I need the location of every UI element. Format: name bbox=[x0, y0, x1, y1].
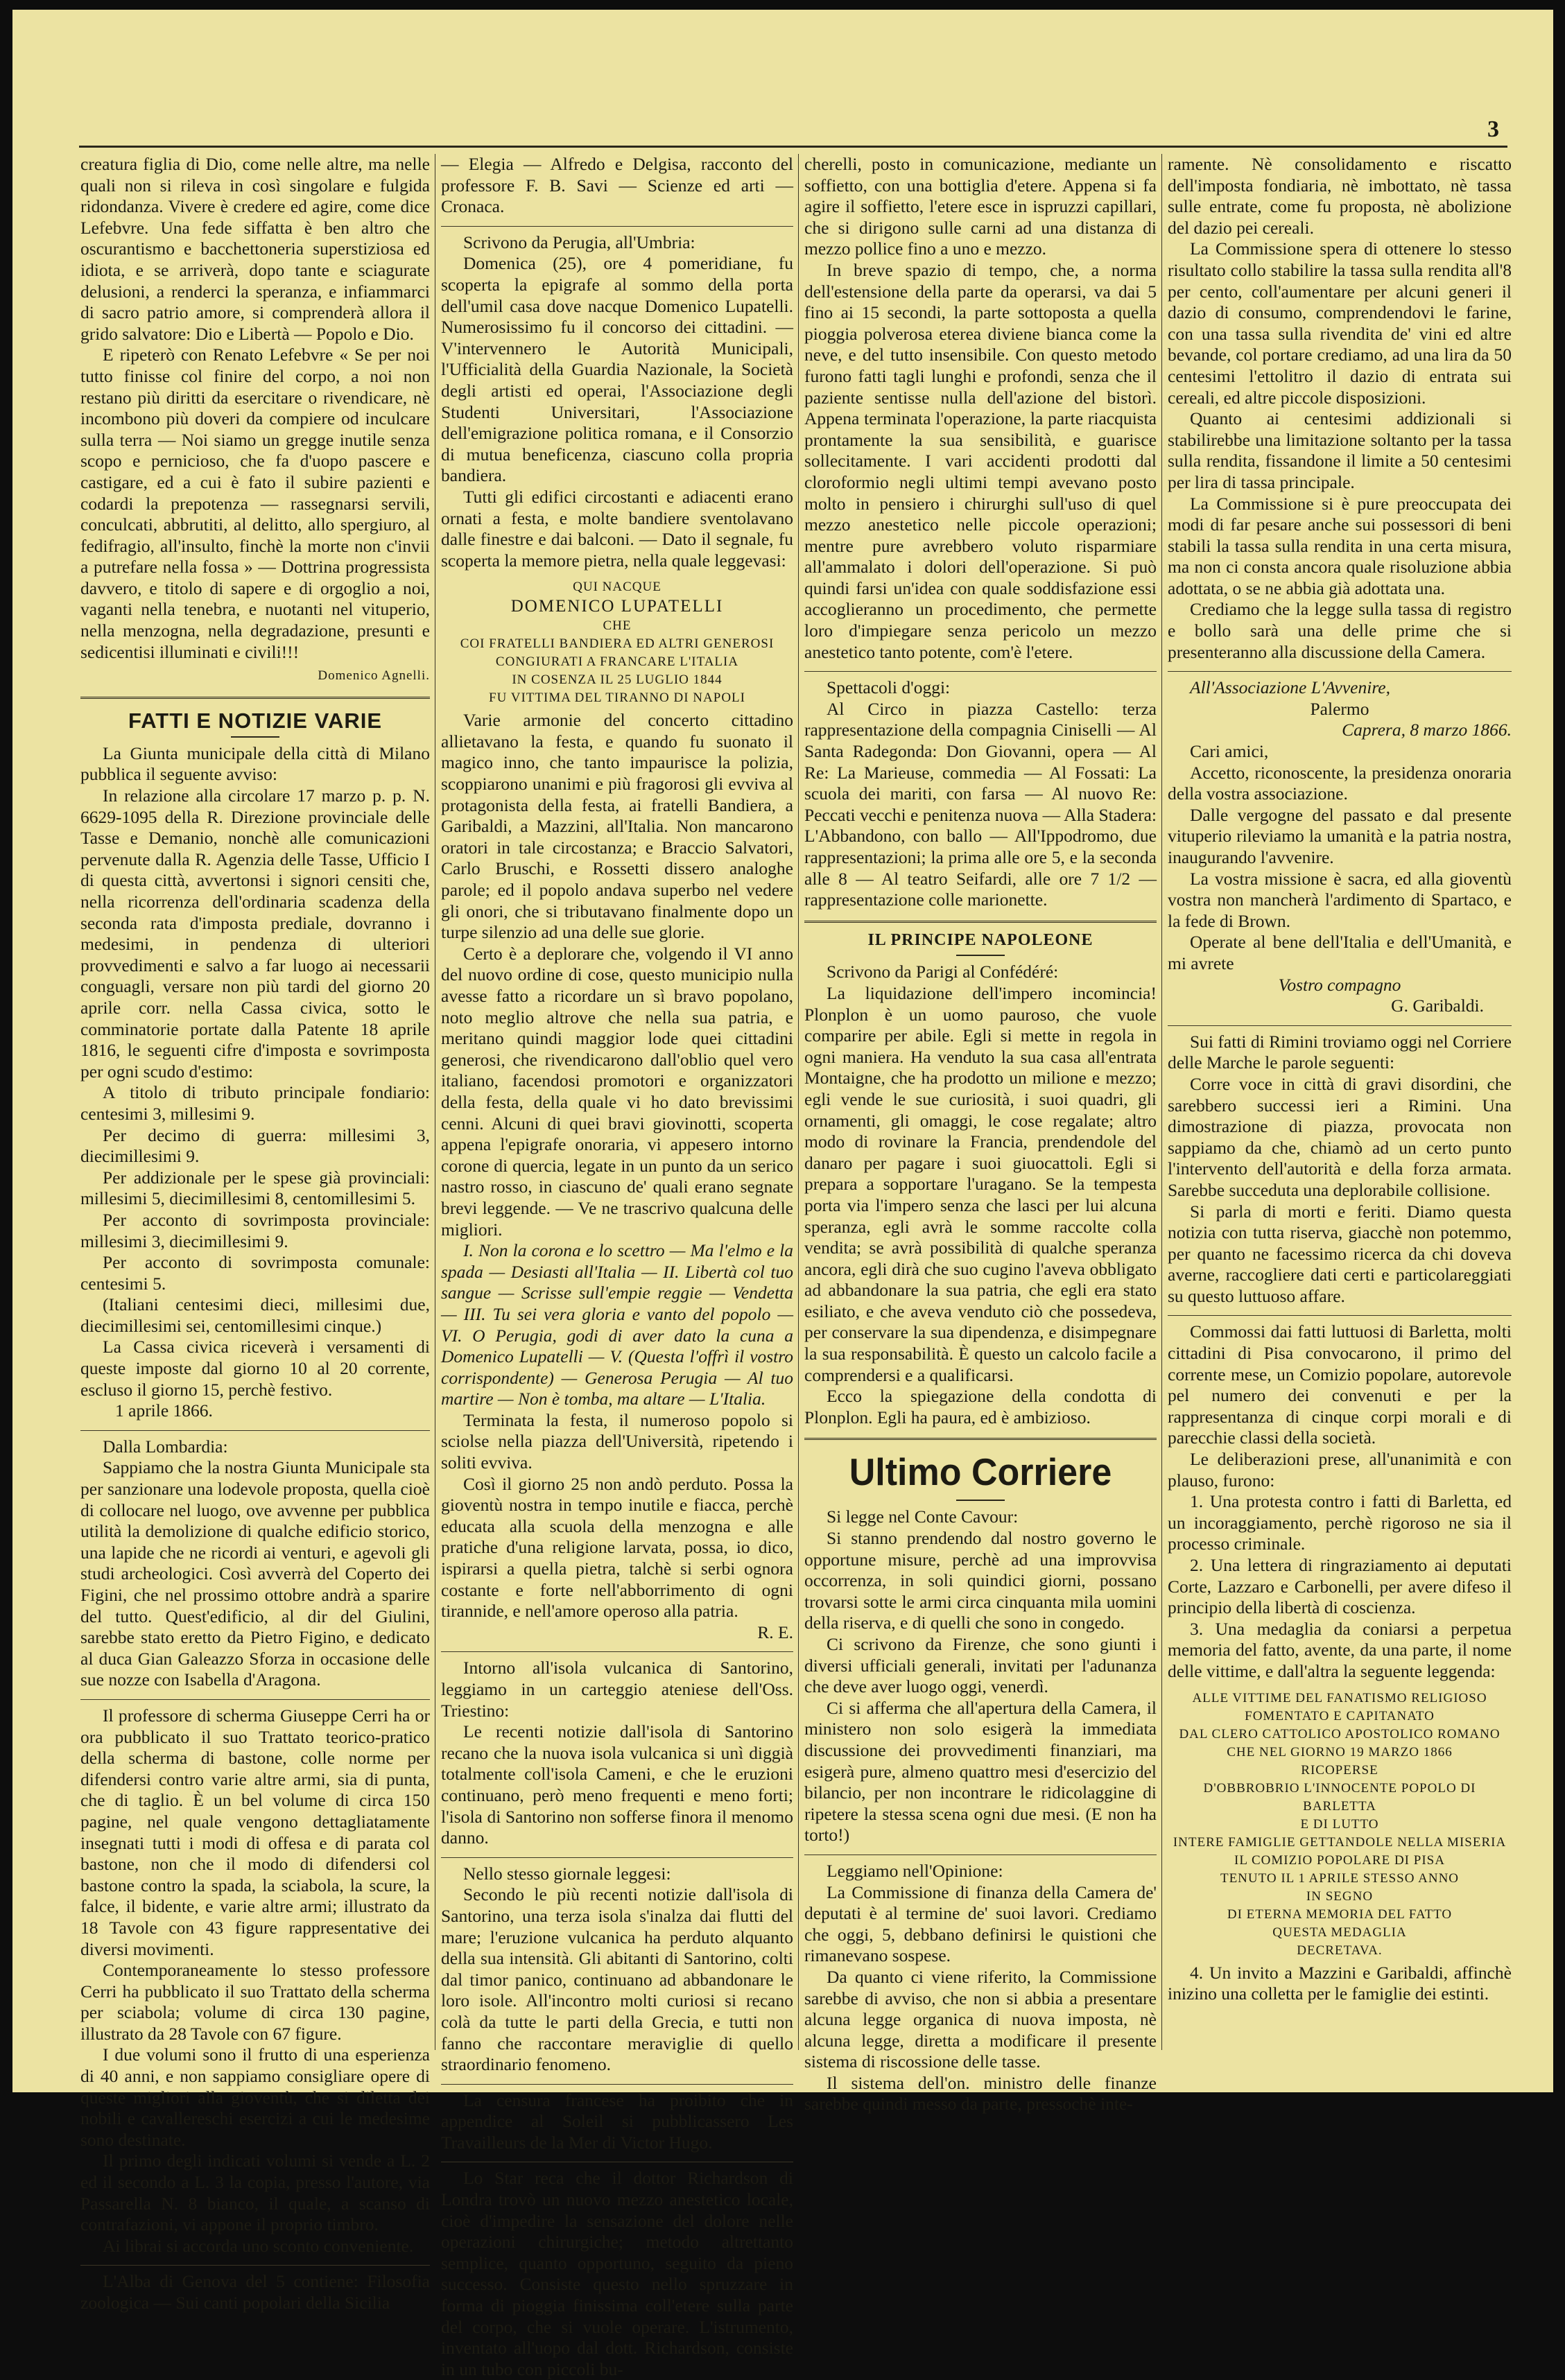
paragraph: Ci scrivono da Firenze, che sono giunti i diversi ufficiali generali, invitati per l'adunanza che deve aver luogo oggi, venerdì. bbox=[804, 1634, 1157, 1697]
separator bbox=[80, 1430, 430, 1431]
separator bbox=[804, 1438, 1157, 1440]
title-rule bbox=[956, 955, 1005, 956]
epigraph-line: CONGIURATI A FRANCARE L'ITALIA bbox=[495, 654, 739, 670]
paragraph: Si legge nel Conte Cavour: bbox=[827, 1506, 1019, 1527]
article-opinione bbox=[804, 1861, 1157, 2115]
paragraph: Terminata la festa, il numeroso popolo si sciolse nella piazza dell'Università, ripetendo i soliti evviva. bbox=[441, 1409, 793, 1473]
separator bbox=[804, 671, 1157, 672]
paragraph: Sui fatti di Rimini troviamo oggi nel Corriere delle Marche le parole seguenti: bbox=[1168, 1031, 1512, 1073]
epigraph-line: FU VITTIMA DEL TIRANNO DI NAPOLI bbox=[489, 690, 745, 706]
epigraph-line: DOMENICO LUPATELLI bbox=[510, 597, 724, 616]
paragraph: La vostra missione è sacra, ed alla gioventù vostra non mancherà l'ardimento di Spartaco, e la fede di Brown. bbox=[1168, 868, 1512, 931]
article-ultimo-corriere bbox=[804, 1506, 1157, 1846]
paragraph: E ripeterò con Renato Lefebvre « Se per noi tutto finisse col finire del corpo, a noi non restano più diritti da esercitare o rivendicare, nè incombono più doveri da compiere od inculcare sulla terra — Noi siamo un gregge inutile senza scopo e pernicioso, che fa d'uopo pascere e castigare, ed a cui è fato il subire pazienti e codardi la prepotenza — rassegnarsi servili, conculcati, abbrutiti, al delitto, allo spergiuro, al fedifragio, all'insulto, finchè la morte non c'invii a putrefare nella fossa » — Dottrina progressista davvero, e titolo di sapere e di orgoglio a noi, vaganti nella tenebra, e nuotanti nel vituperio, nella menzogna, nella degradazione, presunti e sedicentisi illuminati e civili!!! bbox=[80, 345, 430, 662]
inscription-line: CHE NEL GIORNO 19 MARZO 1866 bbox=[1227, 1744, 1453, 1760]
inscription-line: ALLE VITTIME DEL FANATISMO RELIGIOSO bbox=[1192, 1690, 1487, 1705]
section-title: Ultimo Corriere bbox=[849, 1451, 1112, 1494]
paragraph: La Giunta municipale della città di Milano pubblica il seguente avviso: bbox=[80, 742, 430, 785]
paragraph: La Commissione di finanza della Camera de' deputati è al termine de' suoi lavori. Crediamo che oggi, 5, debbano definirsi le quistioni che rimanevano sospese. bbox=[804, 1882, 1157, 1966]
paragraph: I. Non la corona e lo scettro — Ma l'elmo e la spada — Desiasti all'Italia — II. Libertà col tuo sangue — Scrisse sull'empie reggie — Vendetta — III. Tu sei vera gloria e vanto del popolo — VI. O Perugia, godi di aver dato la cuna a Domenico Lupatelli — V. (Questa l'offrì il vostro corrispondente) — Generosa Perugia — Al tuo martire — Non è tomba, ma altare — L'Italia. bbox=[441, 1240, 793, 1409]
article-napoleone bbox=[804, 962, 1157, 1428]
article-lefebvre bbox=[80, 154, 430, 687]
inscription-line: RICOPERSE bbox=[1301, 1762, 1378, 1778]
inscription-line: DECRETAVA. bbox=[1297, 1943, 1383, 1958]
inscription-line: DAL CLERO CATTOLICO APOSTOLICO ROMANO bbox=[1179, 1726, 1501, 1741]
paragraph: Intorno all'isola vulcanica di Santorino, leggiamo in un carteggio ateniese dell'Oss. Triestino: bbox=[441, 1658, 793, 1721]
paragraph: Domenica (25), ore 4 pomeridiane, fu scoperta la epigrafe al sommo della porta dell'umil casa dove nacque Domenico Lupatelli. Numerosissimo fu il concorso dei cittadini. — V'intervennero le Autorità Municipali, l'Ufficialità della Guardia Nazionale, la Società degli artisti ed operai, l'Associazione degli Studenti Universitari, l'Associazione dell'emigrazione politica romana, e il Consorzio di mutua beneficenza, ciascuno colla propria bandiera. bbox=[441, 253, 793, 486]
paragraph: La Commissione si è pure preoccupata dei modi di far pesare anche sui possessori di beni stabili la tassa sulla rendita in una certa misura, ma non ci consta ancora quale risoluzione abbia adottata, o se ne abbia già adottata una. bbox=[1168, 493, 1512, 598]
paragraph: Tutti gli edifici circostanti e adiacenti erano ornati a festa, e molte bandiere sventolavano dalle finestre e dai balconi. — Dato il segnale, fu scoperta la memore pietra, nella quale leggevasi: bbox=[441, 486, 793, 571]
paragraph: Per acconto di sovrimposta provinciale: millesimi 3, diecimillesimi 9. bbox=[80, 1209, 430, 1251]
article-santorino-2 bbox=[441, 1864, 793, 2076]
separator bbox=[80, 2265, 430, 2266]
letter-date: Caprera, 8 marzo 1866. bbox=[1342, 720, 1512, 740]
paragraph: Il sistema dell'on. ministro delle finanze sarebbe quindi messo da parte, pressochè inte- bbox=[804, 2072, 1157, 2114]
section-title: IL PRINCIPE NAPOLEONE bbox=[867, 930, 1093, 949]
column-1 bbox=[80, 154, 430, 2313]
paragraph: Si parla di morti e feriti. Diamo questa notizia con tutta riserva, giacchè non potemmo, per quanto ne facessimo ricerca da chi doveva averne, raccogliere dati certi e particolareggiati su questo luttuoso affare. bbox=[1168, 1201, 1512, 1306]
paragraph: Ai librai si accorda uno sconto conveniente. bbox=[103, 2235, 414, 2256]
inscription-line: INTERE FAMIGLIE GETTANDOLE NELLA MISERIA bbox=[1173, 1834, 1507, 1850]
article-spettacoli bbox=[804, 677, 1157, 911]
paragraph: 2. Una lettera di ringraziamento ai deputati Corte, Lazzaro e Carbonelli, per avere difeso il principio della libertà di coscienza. bbox=[1168, 1555, 1512, 1618]
paragraph: Certo è a deplorare che, volgendo il VI anno del nuovo ordine di cose, questo municipio nulla avesse fatto a ricordare un sì bravo popolano, noto meglio altrove che nella sua patria, e meritano quindi maggior lode quei cittadini generosi, che rivendicarono dall'oblio quel vero italiano, facendosi promotori e organizzatori della festa, della quale vi ho dato brevissimi cenni. Alcuni di quei bravi giovinotti, scoperta appena l'epigrafe onoraria, vi appesero intorno corone di quercia, legate in un punto da un serico nastro rosso, in ciascuno de' quali erano segnate brevi leggende. — Ve ne trascrivo qualcuna delle migliori. bbox=[441, 943, 793, 1240]
paragraph: 4. Un invito a Mazzini e Garibaldi, affinchè inizino una colletta per le famiglie dei estinti. bbox=[1168, 1962, 1512, 2004]
epigraph-line: COI FRATELLI BANDIERA ED ALTRI GENEROSI bbox=[460, 636, 775, 652]
paragraph: Dalle vergogne del passato e dal presente vituperio rileviamo la umanità e la patria nostra, inaugurando l'avvenire. bbox=[1168, 804, 1512, 867]
paragraph: La liquidazione dell'impero incomincia! Plonplon è un uomo pauroso, che vuole comparire per abile. Egli si mette in regola in ogni maniera. Ha venduto la sua casa all'entrata Montaigne, che ha prodotto un milione e mezzo; egli vende le sue curiosità, i suoi quadri, gli ornamenti, gli omaggi, le cose regalate; altro modo di rovinare la Francia, prendendole del danaro per pagare i suoi giuocattoli. Egli si prepara a sopportare l'uragano. Se la tempesta porta via l'impero senza che lasci per lui alcuna speranza, egli avrà le somme raccolte colla vendita; se avrà possibilità di qualche speranza ancora, egli dirà che suo cugino l'aveva obbligato ad abbandonare la sua patria, che egli era stato esiliato, e che aveva venduto ciò che possedeva, per conservare la sua dipendenza, e disimpegnare la sua responsabilità. È questo un calcolo facile a comprendersi e a qualificarsi. bbox=[804, 982, 1157, 1385]
paragraph: Crediamo che la legge sulla tassa di registro e bollo sarà una delle prime che si presenteranno alla discussione della Camera. bbox=[1168, 599, 1512, 662]
inscription-line: FOMENTATO E CAPITANATO bbox=[1245, 1708, 1435, 1723]
column-divider bbox=[798, 154, 799, 2050]
paragraph: — Elegia — Alfredo e Delgisa, racconto del professore F. B. Savi — Scienze ed arti — Cronaca. bbox=[441, 154, 793, 217]
paragraph: Sappiamo che la nostra Giunta Municipale sta per sanzionare una lodevole proposta, quella cioè di collocare nel luogo, ove avvenne per pubblica utilità la demolizione di qualche edificio storico, una lapide che ne ricordi ai venturi, e agevoli gli studi archeologici. Così avverrà del Coperto dei Figini, che nel prossimo ottobre andrà a sparire del tutto. Quest'edificio, al dir del Giulini, sarebbe stato eretto da Pietro Figino, e dedicato al duca Gian Galeazzo Sforza in occasione delle sue nozze con Isabella d'Aragona. bbox=[80, 1457, 430, 1690]
paragraph: 3. Una medaglia da coniarsi a perpetua memoria del fatto, avente, da una parte, il nome delle vittime, e dall'altra la seguente leggenda: bbox=[1168, 1618, 1512, 1681]
separator bbox=[80, 1699, 430, 1700]
paragraph: In breve spazio di tempo, che, a norma dell'estensione della parte da operarsi, va dai 5 fino ai 15 secondi, la parte sottoposta a quella pioggia polverosa eterea diviene bianca come la neve, e del tutto insensibile. Con questo metodo furono fatti tagli lunghi e profondi, senza che il paziente sentisse nulla dell'azione del bistorì. Appena terminata l'operazione, la parte riacquista prontamente la sua sensibilità, e guarisce sollecitamente. I vari accidenti prodotti dal cloroformio negli ultimi tempi avevano posto molto in pensiero i chirurghi sull'uso di quel mezzo anestetico nelle piccole operazioni; mentre pure avrebbero voluto risparmiare all'ammalato i dolori dell'operazione. Si può quindi farsi un'idea con quale soddisfazione essi accoglieranno un procedimento, che permette loro d'impiegare senza pericolo un mezzo anestetico tanto potente, com'è l'etere. bbox=[804, 259, 1157, 662]
inscription-line: QUESTA MEDAGLIA bbox=[1272, 1925, 1407, 1940]
letter-signature: G. Garibaldi. bbox=[1391, 996, 1484, 1016]
paragraph: Secondo le più recenti notizie dall'isola di Santorino, una terza isola s'inalza dai flutti del mare; l'eruzione vulcanica ha perduto alquanto della sua intensità. Gli abitanti di Santorino, colti dal timor panico, continuano ad abbandonare le loro isole. All'incontro molti curiosi si recano colà da tutte le parti della Grecia, e tutti non fanno che raccontare meraviglie di quello straordinario fenomeno. bbox=[441, 1884, 793, 2075]
article-lombardia bbox=[80, 1436, 430, 1691]
paragraph: Per decimo di guerra: millesimi 3, diecimillesimi 9. bbox=[80, 1124, 430, 1167]
title-rule bbox=[231, 736, 279, 738]
article-rimini bbox=[1168, 1032, 1512, 1308]
paragraph: Si stanno prendendo dal nostro governo le opportune misure, perchè ad una improvvisa occorrenza, in soli quindici giorni, possano trovarsi sotte le armi circa cinquanta mila uomini della riserva, e di quelli che sono in congedo. bbox=[804, 1528, 1157, 1633]
medal-inscription bbox=[1168, 1690, 1512, 1960]
epigraph-line: IN COSENZA IL 25 LUGLIO 1844 bbox=[512, 672, 723, 688]
paragraph: Dalla Lombardia: bbox=[103, 1436, 228, 1457]
signature: Domenico Agnelli. bbox=[318, 668, 430, 684]
paragraph: Per acconto di sovrimposta comunale: centesimi 5. bbox=[80, 1252, 430, 1294]
paragraph: I due volumi sono il frutto di una esperienza di 40 anni, e non sappiamo consigliare opere di queste migliori alla gioventù, che si diletta dei nobili e cavallereschi esercizi a cui le medesime sono destinate. bbox=[80, 2044, 430, 2150]
separator bbox=[80, 697, 430, 699]
newspaper-page bbox=[12, 10, 1553, 2379]
paragraph: La censura francese ha proibito che in appendice al Soleil si pubblicassero Les Travailleurs de la Mer di Victor Hugo. bbox=[441, 2090, 793, 2153]
paragraph: (Italiani centesimi dieci, millesimi due, diecimillesimi sei, centomillesimi cinque.) bbox=[80, 1294, 430, 1336]
letter-address: All'Associazione L'Avvenire, bbox=[1190, 677, 1390, 698]
separator bbox=[1168, 1315, 1512, 1316]
separator bbox=[441, 1857, 793, 1858]
column-divider bbox=[1161, 154, 1162, 2050]
separator bbox=[441, 226, 793, 227]
column-2 bbox=[441, 154, 793, 2379]
article-perugia bbox=[441, 232, 793, 1644]
paragraph: Al Circo in piazza Castello: terza rappresentazione della compagnia Ciniselli — Al Santa Radegonda: Don Giovanni, opera — Al Re: La Marieuse, commedia — Al Fossati: La scuola dei mariti, con farsa — Al nuovo Re: Peccati vecchi e penitenza nuova — Alla Stadera: L'Abbandono, con ballo — All'Ippodromo, due rappresentazioni; la prima alle ore 5, e la seconda alle 8 — Al teatro Seifardi, alle ore 7 1/2 — rappresentazione colle marionette. bbox=[804, 698, 1157, 910]
article-barletta bbox=[1168, 1321, 1512, 2004]
article-milano bbox=[80, 743, 430, 1422]
paragraph: Il professore di scherma Giuseppe Cerri ha or ora pubblicato il suo Trattato teorico-pratico della scherma di bastone, colle norme per difendersi contro varie altre armi, sia di punta, che di taglio. È un bel volume di circa 150 pagine, nel quale vengono dettagliatamente insegnati tutti i modi di offesa e di parata col bastone, non che il modo di difendersi col bastone contro la spada, la sciabola, la scure, la falce, il bidente, e varie altre armi; illustrato da 18 Tavole con 43 figure rappresentative dei diversi movimenti. bbox=[80, 1705, 430, 1959]
paragraph: In relazione alla circolare 17 marzo p. p. N. 6629-1095 della R. Direzione provinciale delle Tasse e Demanio, nonchè alle comunicazioni pervenute dalla R. Agenzia delle Tasse, Ufficio I di questa città, avvertonsi i signori censiti che, nella ricorrenza dell'ordinaria scadenza della seconda rata d'imposta prediale, dovranno i medesimi, in pendenza di ulteriori provvedimenti e salvo a far luogo ai necessarii conguagli, versare non più tardi del giorno 20 aprile corr. nella Cassa civica, sotto le comminatorie portate dalla Patente 18 aprile 1816, le seguenti cifre d'imposta e sovrimposta per ogni scudo d'estimo: bbox=[80, 785, 430, 1082]
paragraph: ramente. Nè consolidamento e riscatto dell'imposta fondiaria, nè imbottato, nè tassa sulle entrate, come fu proposta, nè abolizione del dazio pei cereali. bbox=[1168, 154, 1512, 238]
article-commissione bbox=[1168, 154, 1512, 663]
page-number: 3 bbox=[1487, 116, 1499, 142]
separator bbox=[1168, 1025, 1512, 1026]
separator bbox=[1168, 671, 1512, 672]
epigraph-line: QUI NACQUE bbox=[573, 580, 662, 595]
epigraph-line: CHE bbox=[603, 618, 632, 634]
article-santorino bbox=[441, 1658, 793, 1848]
paragraph: L'Alba di Genova del 5 contiene: Filosofia zoologica — Sui canti popolari della Sicilia bbox=[80, 2271, 430, 2313]
paragraph: Per addizionale per le spese già provinciali: millesimi 5, diecimillesimi 8, centomillesimi 5. bbox=[80, 1167, 430, 1209]
paragraph: Così il giorno 25 non andò perduto. Possa la gioventù nostra in tempo inutile e fiacca, perchè educata alla scuola della menzogna e alle pratiche d'una religione larvata, possa, io dico, ispirarsi a quella pietra, talchè si serbi ognora costante e forte nell'abborrimento di ogni tirannide, e nell'amore operoso alla patria. bbox=[441, 1473, 793, 1622]
separator bbox=[441, 1651, 793, 1652]
paragraph: Spettacoli d'oggi: bbox=[827, 677, 951, 698]
paragraph: Nello stesso giornale leggesi: bbox=[463, 1863, 671, 1884]
letter-garibaldi bbox=[1168, 677, 1512, 1017]
inscription-line: TENUTO IL 1 APRILE STESSO ANNO bbox=[1220, 1870, 1460, 1886]
section-title: FATTI E NOTIZIE VARIE bbox=[128, 708, 383, 733]
paragraph: Le recenti notizie dall'isola di Santorino recano che la nuova isola vulcanica si unì diggià totalmente coll'isola Cameni, e che le eruzioni continuano, però meno frequenti e meno forti; l'isola di Santorino non sofferse finora il menomo danno. bbox=[441, 1721, 793, 1848]
paragraph: cherelli, posto in comunicazione, mediante un soffietto, con una bottiglia d'etere. Appena si fa agire il soffietto, l'etere esce in ispruzzi capillari, che si dirigono sulle carni ad una distanza di mezzo pollice fino a uno e mezzo. bbox=[804, 154, 1157, 259]
paragraph: La Commissione spera di ottenere lo stesso risultato collo stabilire la tassa sulla rendita all'8 per cento, coll'aumentare per alcuni generi il dazio di consumo, comprendendovi le farine, con una tassa sulla rivendita de' vini ed altre bevande, col portare crediamo, ad una lira da 50 centesimi l'ettolitro il dazio di entrata sui cereali, ed altre piccole disposizioni. bbox=[1168, 238, 1512, 408]
paragraph: creatura figlia di Dio, come nelle altre, ma nelle quali non si rileva in così singolare e fulgida ridondanza. Vivere è credere ed agire, come dice Lefebvre. Una fede siffatta è ben altro che oscurantismo e bacchettoneria superstiziosa ed idiota, e se arriverà, dopo tante e sciagurate delusioni, a renderci la speranza, e infiammarci di sacro patrio amore, si comprenderà allora il grido salvatore: Dio e Libertà — Popolo e Dio. bbox=[80, 154, 430, 344]
paragraph: Leggiamo nell'Opinione: bbox=[827, 1860, 1003, 1881]
paragraph: Le deliberazioni prese, all'unanimità e con plauso, furono: bbox=[1168, 1449, 1512, 1491]
paragraph: Ecco la spiegazione della condotta di Plonplon. Egli ha paura, ed è ambizioso. bbox=[804, 1386, 1157, 1427]
paragraph: Quanto ai centesimi addizionali si stabilirebbe una limitazione soltanto per la tassa sulla rendita, fissandone il limite a 50 centesimi per lira di tassa principale. bbox=[1168, 408, 1512, 492]
paragraph: Cari amici, bbox=[1190, 741, 1269, 762]
epigraph bbox=[441, 578, 793, 707]
separator bbox=[804, 921, 1157, 923]
paragraph: 1. Una protesta contro i fatti di Barletta, ed un incoraggiamento, perchè rigoroso ne sia il processo criminale. bbox=[1168, 1491, 1512, 1554]
paragraph: Corre voce in città di gravi disordini, che sarebbero successi ieri a Rimini. Una dimostrazione di piazza, provocata non sappiamo da che, chiamò ad un certo punto l'intervento dell'autorità e della forza armata. Sarebbe succeduta una deplorabile collisione. bbox=[1168, 1073, 1512, 1200]
paragraph: Commossi dai fatti luttuosi di Barletta, molti cittadini di Pisa convocarono, il primo del corrente mese, un Comizio popolare, autorevole pel numero dei convenuti e per la rappresentanza di cinque corpi morali e di parecchie classi della società. bbox=[1168, 1321, 1512, 1448]
paragraph: Varie armonie del concerto cittadino allietavano la festa, e quando fu suonato il magico inno, che tanto impaurisce la polizia, scoppiarono unanimi e più fragorosi gli evviva al protagonista della festa, ai fratelli Bandiera, a Garibaldi, a Mazzini, all'Italia. Non mancarono oratori in tale circostanza; e Braccio Salvatori, Carlo Bruschi, e Rossetti dissero analoghe parole; ed il popolo andava superbo nel vedere gli onori, che si tributavano finalmente dopo un turpe silenzio ad una delle sue glorie. bbox=[441, 710, 793, 943]
inscription-line: IN SEGNO bbox=[1306, 1888, 1374, 1904]
paragraph: Operate al bene dell'Italia e dell'Umanità, e mi avrete bbox=[1168, 932, 1512, 973]
inscription-line: E DI LUTTO bbox=[1300, 1816, 1379, 1832]
header-rule bbox=[79, 146, 1507, 148]
inscription-line: DI ETERNA MEMORIA DEL FATTO bbox=[1227, 1906, 1453, 1922]
paragraph: Il primo degli indicati volumi si vende a L. 2 ed il secondo a L. 3 la copia, presso l'autore, via Passarella N. 8 bianco, il quale, a scanso di contrafazioni, vi appone il proprio timbro. bbox=[80, 2151, 430, 2235]
article-cerri bbox=[80, 1705, 430, 2257]
column-4 bbox=[1168, 154, 1512, 2053]
paragraph: Scrivono da Parigi al Confédéré: bbox=[827, 962, 1059, 982]
paragraph: Lo Star reca che il dottor Richardson di Londra trovò un nuovo mezzo anestetico locale, cioè d'impedire la sensazione del dolore nelle operazioni chirurgiche; metodo altrettanto semplice, quanto opportuno, seguito da pieno successo. Consiste questo nello spruzzare in forma di pioggia finissima coll'etere sulla parte del corpo, che si vuole operare. L'istrumento, inventato all'uopo dal dott. Richardson, consiste in un tubo con piccoli bu- bbox=[441, 2168, 793, 2379]
separator bbox=[441, 2084, 793, 2085]
paragraph: Da quanto ci viene riferito, la Commissione sarebbe di avviso, che non si abbia a presentare alcuna legge organica di nuova imposta, nè alcuna legge, diretta a modificare il presente sistema di riscossione delle tasse. bbox=[804, 1966, 1157, 2072]
inscription-line: IL COMIZIO POPOLARE DI PISA bbox=[1234, 1852, 1445, 1868]
dateline: 1 aprile 1866. bbox=[115, 1400, 213, 1421]
letter-closing: Vostro compagno bbox=[1278, 974, 1401, 995]
paragraph: La Cassa civica riceverà i versamenti di queste imposte dal giorno 10 al 20 corrente, escluso il giorno 15, perchè festivo. bbox=[80, 1337, 430, 1400]
paragraph: Scrivono da Perugia, all'Umbria: bbox=[463, 232, 695, 252]
letter-city: Palermo bbox=[1310, 698, 1369, 719]
title-rule bbox=[956, 1500, 1005, 1501]
column-3 bbox=[804, 154, 1157, 2114]
paragraph: Contemporaneamente lo stesso professore Cerri ha pubblicato il suo Trattato della scherma per sciabola; volume di circa 130 pagine, illustrato da 28 Tavole con 67 figure. bbox=[80, 1960, 430, 2044]
paragraph: Accetto, riconoscente, la presidenza onoraria della vostra associazione. bbox=[1168, 762, 1512, 804]
inscription-line: D'OBBROBRIO L'INNOCENTE POPOLO DI BARLETTA bbox=[1203, 1780, 1476, 1814]
paragraph: Ci si afferma che all'apertura della Camera, il ministero non solo esigerà la immediata discussione dei provvedimenti finanziari, ma esigerà pure, almeno quattro mesi d'esercizio del bilancio, per non incontrare le ridicolaggine di ripetere la stessa scena ogni due mesi. (E non ha torto!) bbox=[804, 1697, 1157, 1845]
signature: R. E. bbox=[757, 1622, 793, 1642]
paragraph: A titolo di tributo principale fondiario: centesimi 3, millesimi 9. bbox=[80, 1082, 430, 1124]
